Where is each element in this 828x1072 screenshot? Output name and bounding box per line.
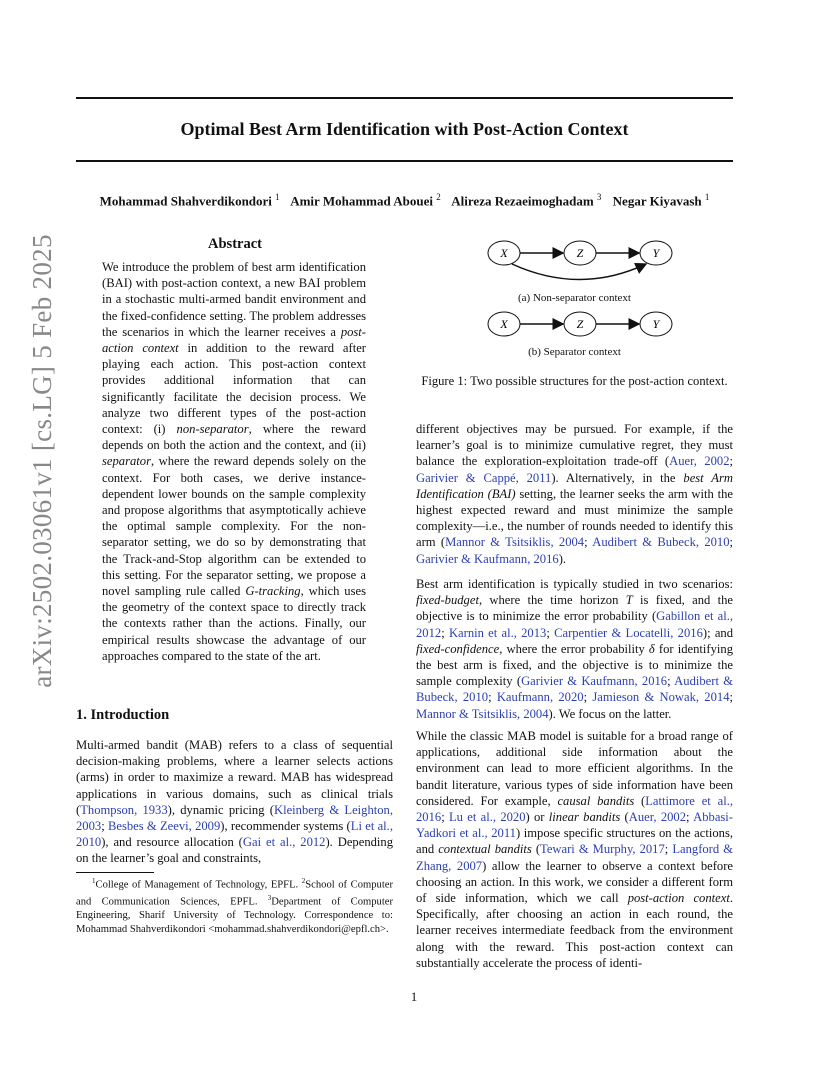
citation-link[interactable]: Langford & Zhang, 2007 — [416, 842, 733, 873]
author-name: Amir Mohammad Abouei — [290, 193, 433, 209]
footnote: $^1$College of Management of Technology, EPFL. $^2$School of Computer and Communication Sciences, EPFL. $^3$Department of Computer Engineering, Sharif University of Technology. Correspondence to: Mohammad Shahverdikondori <mohammad.shahverdikondori@epfl.ch>. — [76, 877, 394, 935]
citation-link[interactable]: Garivier & Kaufmann, 2016 — [416, 551, 559, 566]
citation-link[interactable]: Mannor & Tsitsiklis, 2004 — [416, 706, 549, 721]
node-z-label: Z — [576, 246, 584, 260]
author-affiliation: 1 — [275, 192, 280, 202]
citation-link[interactable]: Garivier & Kaufmann, 2016 — [521, 674, 668, 689]
diagram-non-separator — [488, 241, 672, 280]
citation-link[interactable]: Besbes & Zeevi, 2009 — [107, 819, 221, 834]
title-bottom-rule — [76, 160, 733, 162]
citation-link[interactable]: Karnin et al., 2013 — [448, 625, 547, 640]
node-x-label: X — [500, 317, 508, 331]
author-affiliation: 2 — [436, 192, 441, 202]
author-name: Mohammad Shahverdikondori — [99, 193, 272, 209]
author-affiliation: 3 — [596, 192, 602, 202]
figure-caption: Figure 1: Two possible structures for the post-action context. — [421, 374, 728, 388]
top-rule — [76, 97, 733, 99]
node-y-label: Y — [652, 317, 660, 331]
citation-link[interactable]: Garivier & Cappé, 2011 — [416, 470, 552, 485]
section-heading-introduction: 1. Introduction — [76, 707, 170, 723]
citation-link[interactable]: Auer, 2002 — [669, 454, 730, 469]
citation-link[interactable]: Auer, 2002 — [628, 810, 687, 825]
citation-link[interactable]: Gai et al., 2012 — [242, 835, 326, 850]
author-affiliation: 1 — [704, 192, 710, 202]
edge-x-y — [512, 264, 646, 280]
node-y-label: Y — [652, 246, 660, 260]
right-paragraph-2: Best arm identification is typically studied in two scenarios: fixed-budget, where the time horizon T is fixed, and the objective is to minimize the error probability (Gabillon et al., 2012; Karnin et al., 2013; Carpentier & Locatelli, 2016); and fixed-confidence, where the error probability δ for identifying the best arm is fixed, and the objective is to minimize the sample complexity (Garivier & Kaufmann, 2016; Audibert & Bubeck, 2010; Kaufmann, 2020; Jamieson & Nowak, 2014; Mannor & Tsitsiklis, 2004). We focus on the latter. — [416, 577, 734, 721]
arxiv-stamp: arXiv:2502.03061v1 [cs.LG] 5 Feb 2025 — [27, 234, 57, 688]
right-paragraph-3: While the classic MAB model is suitable for a broad range of applications, additional side information about the environment can lead to more efficient algorithms. In the bandit literature, various types of side information have been considered. For example, causal bandits (Lattimore et al., 2016; Lu et al., 2020) or linear bandits (Auer, 2002; Abbasi-Yadkori et al., 2011) impose specific structures on the actions, and contextual bandits (Tewari & Murphy, 2017; Langford & Zhang, 2007) allow the learner to observe a context before choosing an action. In this work, we consider a different form of side information, which we call post-action context. Specifically, after choosing an action in each round, the learner receives intermediate feedback from the environment along with the reward. This post-action context can substantially accelerate the process of identi- — [416, 729, 733, 970]
citation-link[interactable]: Abbasi-Yadkori et al., 2011 — [416, 810, 733, 841]
citation-link[interactable]: Audibert & Bubeck, 2010 — [592, 535, 730, 550]
citation-link[interactable]: Carpentier & Locatelli, 2016 — [554, 625, 703, 640]
right-paragraph-1: different objectives may be pursued. For example, if the learner’s goal is to minimize cumulative regret, they must balance the exploration-exploitation trade-off (Auer, 2002; Garivier & Cappé, 2011). Alternatively, in the best Arm Identification (BAI) setting, the learner seeks the arm with the highest expected reward and must minimize the sample complexity—i.e., the number of rounds needed to identify this arm (Mannor & Tsitsiklis, 2004; Audibert & Bubeck, 2010; Garivier & Kaufmann, 2016). — [416, 422, 734, 566]
abstract-text: We introduce the problem of best arm identification (BAI) with post-action context, a new BAI problem in a stochastic multi-armed bandit environment and the fixed-confidence setting. The problem addresses the scenarios in which the learner receives a post-action context in addition to the reward after playing each action. This post-action context provides additional information that can significantly facilitate the decision process. We analyze two different types of the post-action context: (i) non-separator, where the reward depends on both the action and the context, and (ii) separator, where the reward depends solely on the context. For both cases, we derive instance-dependent lower bounds on the sample complexity and propose algorithms that asymptotically achieve the optimal sample complexity. For the non-separator setting, we do so by demonstrating that the Track-and-Stop algorithm can be extended to this setting. For the separator setting, we propose a novel sampling rule called G-tracking, which uses the geometry of the context space to directly track the contexts rather than the actions. Finally, our empirical results showcase the advantage of our approaches compared to the state of the art. — [102, 260, 366, 663]
author-name: Negar Kiyavash — [612, 193, 702, 209]
paper-title: Optimal Best Arm Identification with Post-Action Context — [180, 119, 629, 139]
author-list — [76, 192, 733, 209]
citation-link[interactable]: Lu et al., 2020 — [448, 810, 526, 825]
citation-link[interactable]: Li et al., 2010 — [76, 819, 393, 850]
diagram-separator — [488, 312, 672, 336]
citation-link[interactable]: Mannor & Tsitsiklis, 2004 — [445, 535, 585, 550]
subfigure-caption-b: (b) Separator context — [528, 346, 621, 358]
page-number: 1 — [410, 990, 418, 1004]
node-z-label: Z — [576, 317, 584, 331]
intro-paragraph: Multi-armed bandit (MAB) refers to a class of sequential decision-making problems, where a learner selects actions (arms) in order to maximize a reward. MAB has widespread applications in various domains, such as clinical trials (Thompson, 1933), dynamic pricing (Kleinberg & Leighton, 2003; Besbes & Zeevi, 2009), recommender systems (Li et al., 2010), and resource allocation (Gai et al., 2012). Depending on the learner’s goal and constraints, — [76, 738, 394, 866]
citation-link[interactable]: Kleinberg & Leighton, 2003 — [76, 802, 393, 834]
subfigure-caption-a: (a) Non-separator context — [517, 292, 631, 304]
footnote-rule — [76, 872, 154, 873]
author-name: Alireza Rezaeimoghadam — [451, 193, 594, 209]
citation-link[interactable]: Kaufmann, 2020 — [496, 690, 584, 705]
citation-link[interactable]: Audibert & Bubeck, 2010 — [416, 674, 733, 705]
node-x-label: X — [500, 246, 508, 260]
citation-link[interactable]: Gabillon et al., 2012 — [416, 609, 733, 640]
citation-link[interactable]: Jamieson & Nowak, 2014 — [592, 690, 730, 705]
citation-link[interactable]: Thompson, 1933 — [80, 802, 168, 817]
citation-link[interactable]: Lattimore et al., 2016 — [416, 793, 733, 825]
citation-link[interactable]: Tewari & Murphy, 2017 — [540, 842, 665, 857]
abstract-heading: Abstract — [208, 236, 262, 252]
